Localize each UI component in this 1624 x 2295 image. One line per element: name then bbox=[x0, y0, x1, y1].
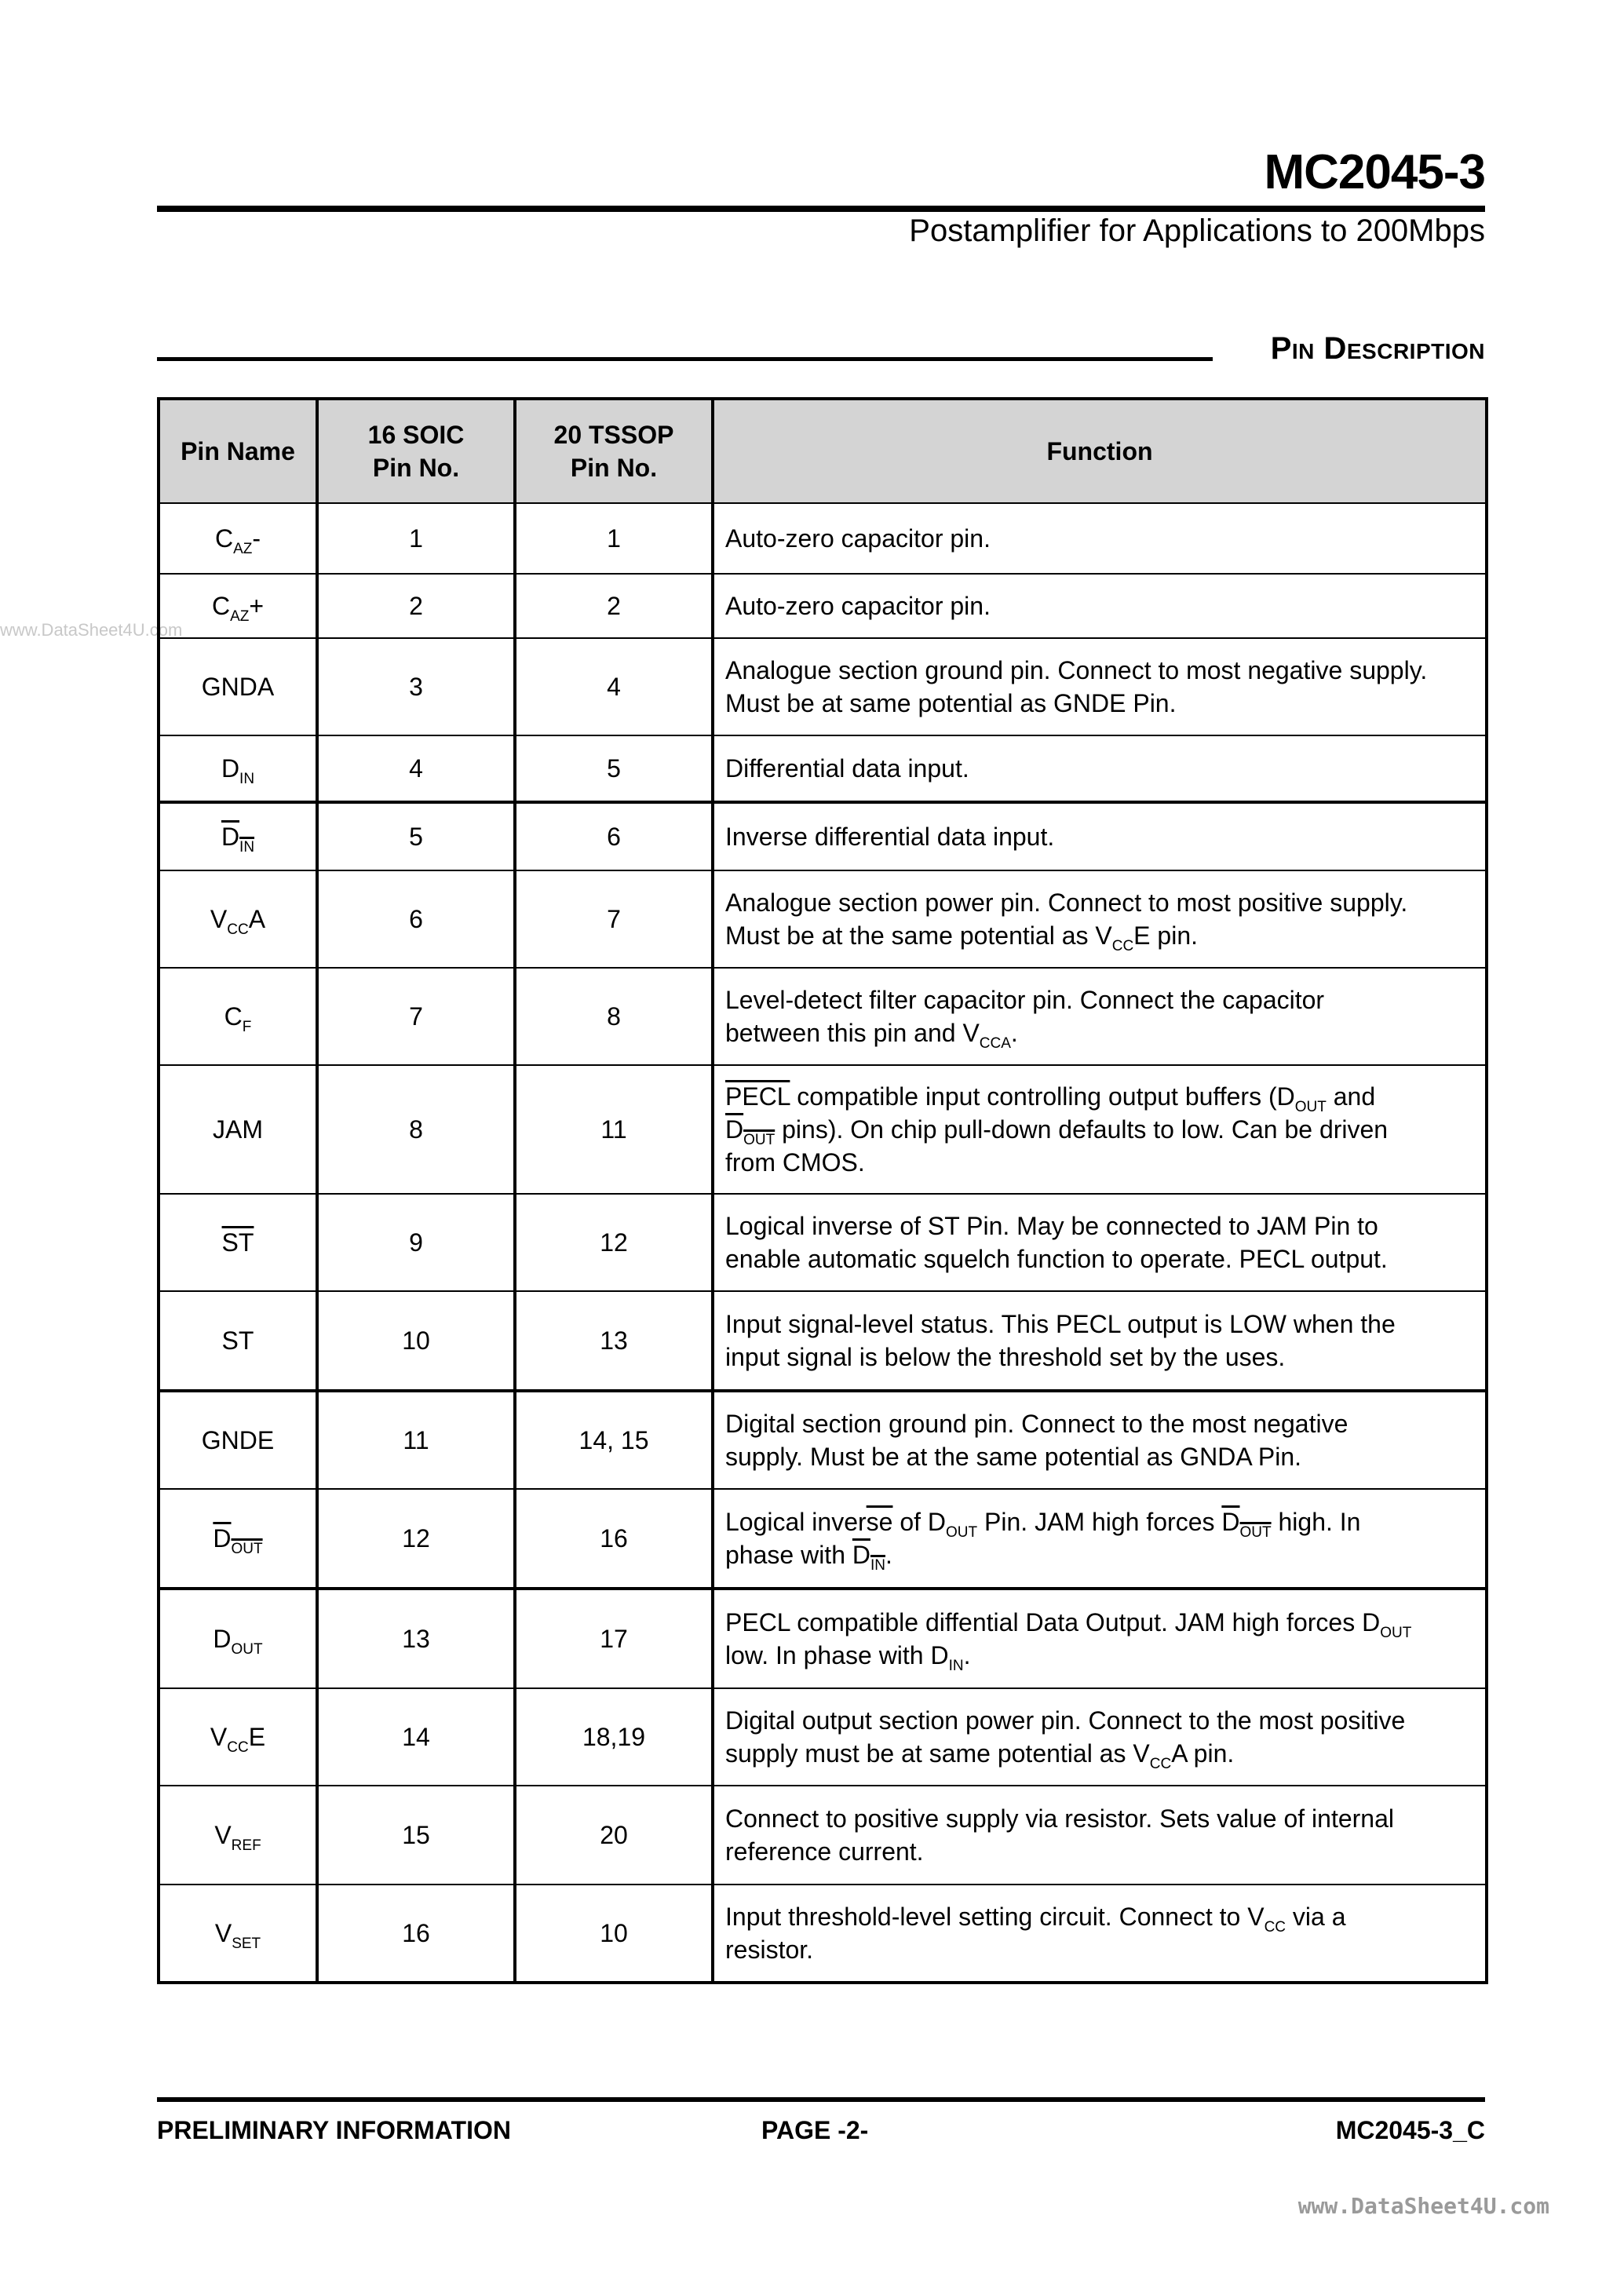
pin-name: $C_F$ bbox=[159, 968, 317, 1065]
table-row bbox=[159, 1688, 1487, 1786]
table-row bbox=[159, 1194, 1487, 1291]
tssop-pin: 14, 15 bbox=[515, 1391, 713, 1489]
pin-function: Auto-zero capacitor pin. bbox=[713, 574, 1487, 638]
pin-function: Inverse differential data input. bbox=[713, 802, 1487, 870]
pin-description-table bbox=[157, 397, 1488, 1984]
watermark-bottom: www.DataSheet4U.com bbox=[1297, 2193, 1549, 2219]
header-function: Function bbox=[713, 399, 1487, 503]
table-row bbox=[159, 870, 1487, 968]
document-title: MC2045-3 bbox=[1264, 145, 1485, 199]
pin-function: Digital output section power pin. Connect to the most positive supply must be at same potential as $V_{CC}A$ pin. bbox=[713, 1688, 1487, 1786]
table-row bbox=[159, 1589, 1487, 1688]
table-row bbox=[159, 1065, 1487, 1194]
soic-pin: 1 bbox=[317, 503, 515, 574]
pin-function: Level-detect filter capacitor pin. Connect the capacitor between this pin and $V_{CCA}$. bbox=[713, 968, 1487, 1065]
pin-name: GNDE bbox=[159, 1391, 317, 1489]
watermark-left: www.DataSheet4U.com bbox=[0, 620, 183, 640]
pin-name: $D_{OUT}$ bbox=[159, 1589, 317, 1688]
tssop-pin: 4 bbox=[515, 638, 713, 735]
pin-function: Connect to positive supply via resistor. Sets value of internal reference current. bbox=[713, 1786, 1487, 1885]
soic-pin: 13 bbox=[317, 1589, 515, 1688]
tssop-pin: 1 bbox=[515, 503, 713, 574]
tssop-pin: 6 bbox=[515, 802, 713, 870]
pin-function: Auto-zero capacitor pin. bbox=[713, 503, 1487, 574]
table-row bbox=[159, 735, 1487, 802]
pin-name: $C_{AZ}+$ bbox=[159, 574, 317, 638]
pin-function: Analogue section power pin. Connect to most positive supply. Must be at the same potential as $V_{CC}E$ pin. bbox=[713, 870, 1487, 968]
document-subtitle: Postamplifier for Applications to 200Mbps bbox=[909, 213, 1485, 248]
soic-pin: 7 bbox=[317, 968, 515, 1065]
footer-rule bbox=[157, 2097, 1485, 2102]
pin-function: PECL compatible diffential Data Output. JAM high forces $D_{OUT}$ low. In phase with $D_{IN}$. bbox=[713, 1589, 1487, 1688]
pin-name: $D_{IN}$ bbox=[159, 735, 317, 802]
soic-pin: 12 bbox=[317, 1489, 515, 1589]
pin-name: $V_{CC}E$ bbox=[159, 1688, 317, 1786]
soic-pin: 3 bbox=[317, 638, 515, 735]
tssop-pin: 11 bbox=[515, 1065, 713, 1194]
pin-name: ST bbox=[159, 1291, 317, 1391]
tssop-pin: 7 bbox=[515, 870, 713, 968]
table-row bbox=[159, 1885, 1487, 1983]
pin-function: PECL compatible input controlling output buffers ($D_{OUT}$ and $D_{OUT}$ pins). On chip pull-down defaults to low. Can be driven from CMOS. bbox=[713, 1065, 1487, 1194]
pin-name: $C_{AZ}-$ bbox=[159, 503, 317, 574]
pin-function: Logical inverse of ST Pin. May be connected to JAM Pin to enable automatic squelch function to operate. PECL output. bbox=[713, 1194, 1487, 1291]
pin-name: JAM bbox=[159, 1065, 317, 1194]
pin-name: $D_{OUT}$ bbox=[159, 1489, 317, 1589]
header-tssop: 20 TSSOP Pin No. bbox=[515, 399, 713, 503]
table-header-row bbox=[159, 399, 1487, 503]
footer-page-number: PAGE -2- bbox=[761, 2116, 869, 2144]
soic-pin: 4 bbox=[317, 735, 515, 802]
section-title: Pin Description bbox=[1270, 331, 1485, 366]
pin-function: Digital section ground pin. Connect to the most negative supply. Must be at the same potential as GNDA Pin. bbox=[713, 1391, 1487, 1489]
soic-pin: 9 bbox=[317, 1194, 515, 1291]
tssop-pin: 17 bbox=[515, 1589, 713, 1688]
pin-function: Differential data input. bbox=[713, 735, 1487, 802]
pin-function: Input signal-level status. This PECL output is LOW when the input signal is below the threshold set by the uses. bbox=[713, 1291, 1487, 1391]
tssop-pin: 10 bbox=[515, 1885, 713, 1983]
tssop-pin: 20 bbox=[515, 1786, 713, 1885]
soic-pin: 8 bbox=[317, 1065, 515, 1194]
tssop-pin: 16 bbox=[515, 1489, 713, 1589]
table-row bbox=[159, 1391, 1487, 1489]
table-row bbox=[159, 574, 1487, 638]
pin-function: Analogue section ground pin. Connect to most negative supply. Must be at same potential as GNDE Pin. bbox=[713, 638, 1487, 735]
header-soic: 16 SOIC Pin No. bbox=[317, 399, 515, 503]
tssop-pin: 18,19 bbox=[515, 1688, 713, 1786]
footer-status: PRELIMINARY INFORMATION bbox=[157, 2116, 511, 2144]
pin-function: Logical $inver\overline{se}$ of $D_{OUT}$ Pin. JAM high forces $D_{OUT}$ high. In phase with $D_{IN}$. bbox=[713, 1489, 1487, 1589]
soic-pin: 14 bbox=[317, 1688, 515, 1786]
header-rule bbox=[157, 206, 1485, 212]
soic-pin: 5 bbox=[317, 802, 515, 870]
footer-doc-id: MC2045-3_C bbox=[1335, 2116, 1485, 2144]
tssop-pin: 8 bbox=[515, 968, 713, 1065]
pin-name: GNDA bbox=[159, 638, 317, 735]
pin-name: $V_{REF}$ bbox=[159, 1786, 317, 1885]
table-row bbox=[159, 1786, 1487, 1885]
section-rule bbox=[157, 357, 1213, 361]
table-row bbox=[159, 1291, 1487, 1391]
table-row bbox=[159, 802, 1487, 870]
header-pin-name: Pin Name bbox=[159, 399, 317, 503]
soic-pin: 15 bbox=[317, 1786, 515, 1885]
pin-name: $\overline{ST}$ bbox=[159, 1194, 317, 1291]
tssop-pin: 5 bbox=[515, 735, 713, 802]
tssop-pin: 2 bbox=[515, 574, 713, 638]
table-row bbox=[159, 968, 1487, 1065]
tssop-pin: 13 bbox=[515, 1291, 713, 1391]
table-row bbox=[159, 638, 1487, 735]
pin-name: $D_{IN}$ bbox=[159, 802, 317, 870]
soic-pin: 16 bbox=[317, 1885, 515, 1983]
table-row bbox=[159, 1489, 1487, 1589]
soic-pin: 11 bbox=[317, 1391, 515, 1489]
pin-name: $V_{CC}A$ bbox=[159, 870, 317, 968]
soic-pin: 2 bbox=[317, 574, 515, 638]
tssop-pin: 12 bbox=[515, 1194, 713, 1291]
pin-name: $V_{SET}$ bbox=[159, 1885, 317, 1983]
table-row bbox=[159, 503, 1487, 574]
pin-function: Input threshold-level setting circuit. Connect to $V_{CC}$ via a resistor. bbox=[713, 1885, 1487, 1983]
soic-pin: 10 bbox=[317, 1291, 515, 1391]
soic-pin: 6 bbox=[317, 870, 515, 968]
